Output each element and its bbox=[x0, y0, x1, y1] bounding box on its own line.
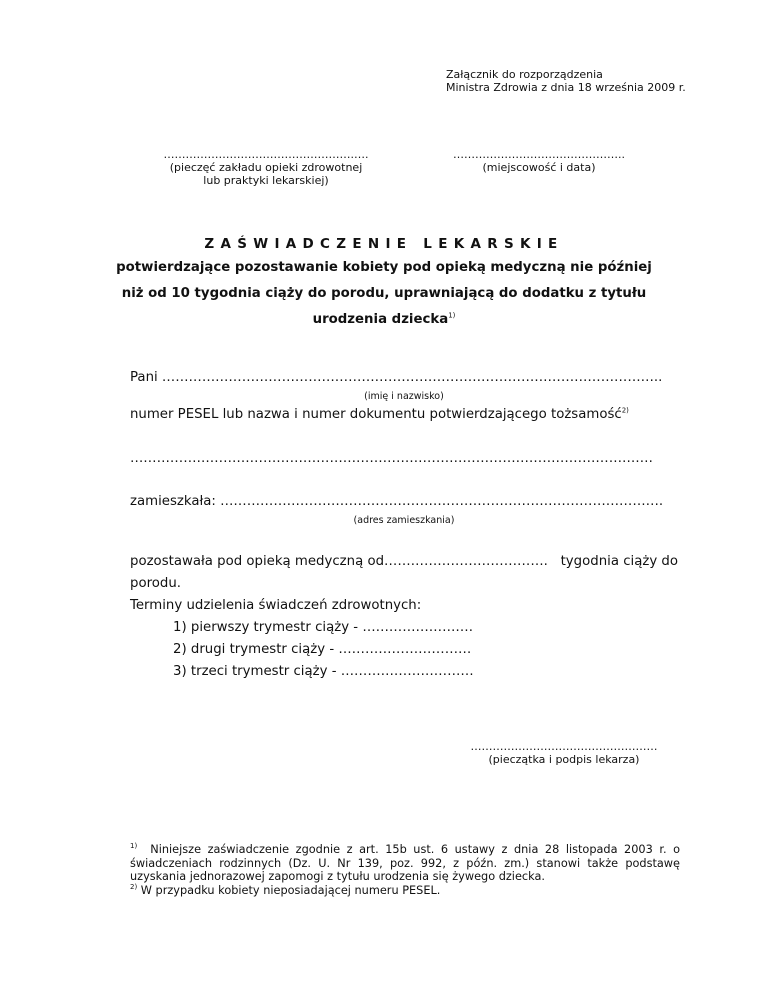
care-line-1 bbox=[130, 554, 678, 569]
signature-dots: …………………………………………… bbox=[470, 740, 658, 753]
pesel-line bbox=[130, 407, 629, 422]
address-dots: ………………………………………………………………………………………. bbox=[220, 494, 664, 509]
footnote-ref-1: 1) bbox=[448, 311, 456, 320]
care-text-end: tygodnia ciąży do bbox=[560, 554, 678, 569]
footnote-1-text: Niniejsze zaświadczenie zgodnie z art. 15b ust. 6 ustawy z dnia 28 listopada 2003 r. o świadczeniach rodzinnych (Dz. U. Nr 139, poz. 992, z późn. zm.) stanowi także podstawę uzyskania jednorazowej zapomogi z tytułu urodzenia się żywego dziecka. bbox=[130, 843, 680, 883]
term-text: trzeci trymestr ciąży - ………………………… bbox=[190, 664, 474, 679]
footnote-1 bbox=[130, 843, 680, 884]
address-caption: (adres zamieszkania) bbox=[353, 515, 455, 526]
stamp-block bbox=[146, 148, 386, 187]
pesel-dots: ………………………………………………………………………………………………………. bbox=[130, 451, 653, 466]
subtitle-line-1: potwierdzające pozostawanie kobiety pod opieką medyczną nie później bbox=[116, 260, 652, 275]
name-dots: ………………………………………………………………………………………………….. bbox=[161, 370, 663, 385]
term-item-1 bbox=[173, 620, 473, 635]
subtitle-line-3-text: urodzenia dziecka bbox=[312, 312, 449, 327]
document-title: ZAŚWIADCZENIE LEKARSKIE bbox=[204, 236, 564, 252]
term-number: 3) bbox=[173, 664, 187, 679]
annex-line-1: Załącznik do rozporządzenia bbox=[446, 68, 603, 81]
name-line bbox=[130, 370, 678, 385]
stamp-dots: …………………………………………….…. bbox=[163, 148, 369, 161]
annex-note bbox=[446, 68, 686, 94]
footnote-1-mark: 1) bbox=[130, 842, 138, 851]
document-subtitle bbox=[100, 255, 668, 333]
address-label: zamieszkała: bbox=[130, 494, 221, 509]
place-date-block bbox=[430, 148, 648, 174]
care-dots: ………………………………. bbox=[384, 554, 548, 569]
place-date-caption: (miejscowość i data) bbox=[482, 161, 596, 174]
care-line-2: porodu. bbox=[130, 576, 181, 591]
signature-caption: (pieczątka i podpis lekarza) bbox=[488, 753, 640, 766]
footnote-2 bbox=[130, 884, 680, 898]
stamp-caption-1: (pieczęć zakładu opieki zdrowotnej bbox=[169, 161, 363, 174]
subtitle-line-3 bbox=[100, 307, 668, 333]
subtitle-line-2: niż od 10 tygodnia ciąży do porodu, uprawniającą do dodatku z tytułu bbox=[121, 286, 647, 301]
term-item-2 bbox=[173, 642, 471, 657]
footnote-ref-2: 2) bbox=[621, 406, 629, 415]
name-caption: (imię i nazwisko) bbox=[364, 391, 444, 402]
term-item-3 bbox=[173, 664, 474, 679]
terms-heading: Terminy udzielenia świadczeń zdrowotnych: bbox=[130, 598, 422, 613]
name-label: Pani bbox=[130, 370, 162, 385]
care-text-start: pozostawała pod opieką medyczną od bbox=[130, 554, 385, 569]
term-number: 1) bbox=[173, 620, 187, 635]
term-number: 2) bbox=[173, 642, 187, 657]
pesel-label: numer PESEL lub nazwa i numer dokumentu potwierdzającego tożsamość bbox=[130, 407, 622, 422]
place-date-dots: ……………………………………….. bbox=[453, 148, 625, 161]
stamp-caption-2: lub praktyki lekarskiej) bbox=[203, 174, 329, 187]
address-line bbox=[130, 494, 675, 509]
term-text: pierwszy trymestr ciąży - ……………………. bbox=[190, 620, 473, 635]
footnote-2-text: W przypadku kobiety nieposiadającej numeru PESEL. bbox=[140, 884, 441, 897]
footnote-2-mark: 2) bbox=[130, 883, 138, 892]
term-text: drugi trymestr ciąży - ………………………… bbox=[190, 642, 472, 657]
annex-line-2: Ministra Zdrowia z dnia 18 września 2009 r. bbox=[446, 81, 686, 94]
signature-block bbox=[454, 740, 674, 766]
